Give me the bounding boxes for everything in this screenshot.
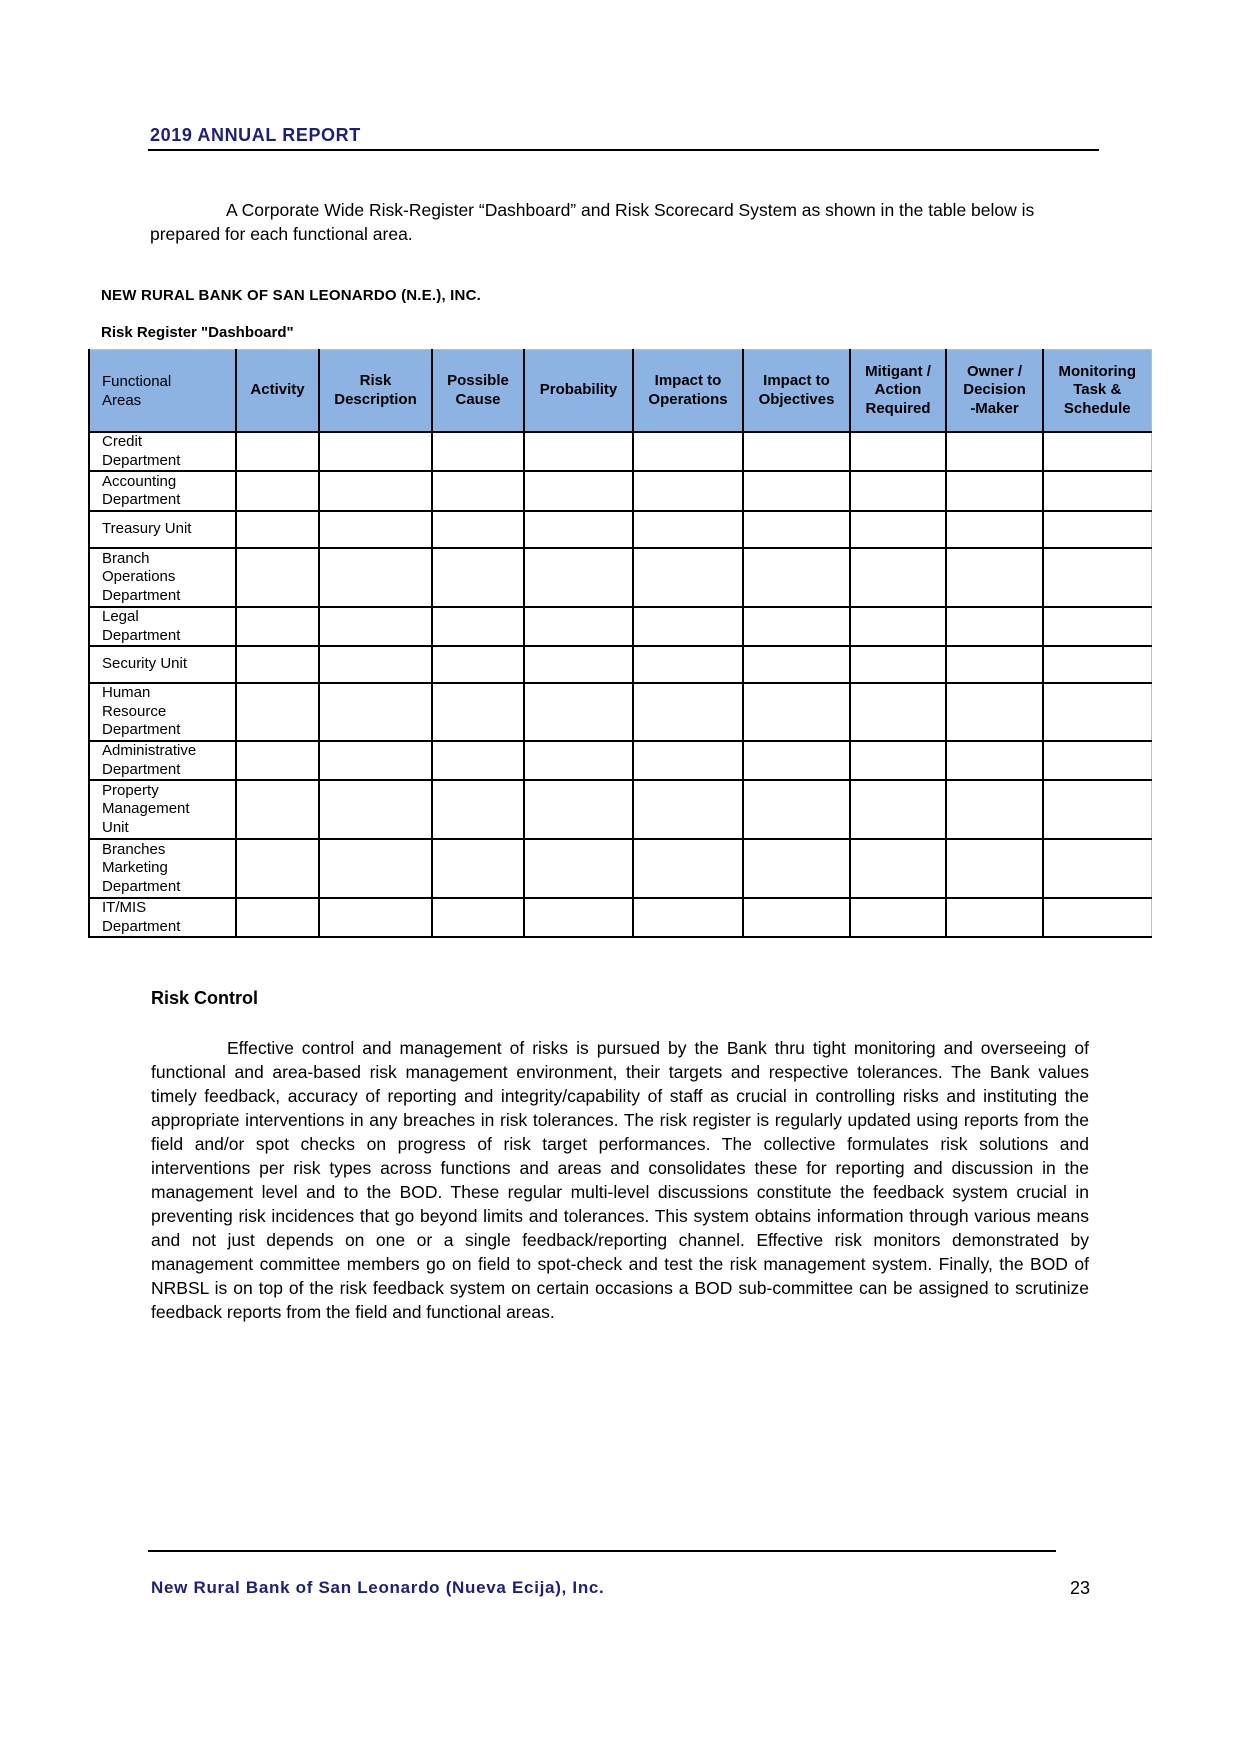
functional-area-label: Treasury Unit bbox=[102, 520, 192, 538]
empty-cell bbox=[319, 898, 432, 937]
empty-cell bbox=[432, 741, 524, 780]
empty-cell bbox=[850, 646, 946, 683]
empty-cell bbox=[850, 471, 946, 511]
empty-cell bbox=[432, 898, 524, 937]
functional-area-cell bbox=[89, 548, 236, 607]
empty-cell bbox=[850, 511, 946, 548]
functional-area-label: Department bbox=[102, 586, 181, 604]
functional-area-cell bbox=[89, 646, 236, 683]
empty-cell bbox=[850, 607, 946, 646]
empty-cell bbox=[946, 432, 1043, 471]
table-row bbox=[89, 548, 1151, 607]
empty-cell bbox=[524, 471, 633, 511]
empty-cell bbox=[1043, 780, 1151, 839]
functional-area-label: Department bbox=[102, 877, 181, 895]
table-row bbox=[89, 471, 1151, 511]
column-header-label: Task & bbox=[1073, 381, 1122, 399]
empty-cell bbox=[633, 432, 743, 471]
empty-cell bbox=[319, 741, 432, 780]
column-header bbox=[236, 350, 319, 433]
bank-name-label: NEW RURAL BANK OF SAN LEONARDO (N.E.), INC. bbox=[101, 287, 481, 304]
functional-area-cell bbox=[89, 780, 236, 839]
empty-cell bbox=[236, 683, 319, 741]
column-header bbox=[524, 350, 633, 433]
empty-cell bbox=[524, 780, 633, 839]
empty-cell bbox=[743, 548, 850, 607]
empty-cell bbox=[743, 432, 850, 471]
functional-area-label: Department bbox=[102, 760, 181, 778]
footer-divider bbox=[148, 1550, 1056, 1552]
table-row bbox=[89, 780, 1151, 839]
empty-cell bbox=[432, 432, 524, 471]
column-header-label: Schedule bbox=[1063, 399, 1131, 417]
empty-cell bbox=[432, 607, 524, 646]
column-header-label: Required bbox=[865, 399, 931, 417]
functional-area-cell bbox=[89, 683, 236, 741]
column-header bbox=[946, 350, 1043, 433]
empty-cell bbox=[432, 683, 524, 741]
empty-cell bbox=[524, 607, 633, 646]
risk-control-heading: Risk Control bbox=[151, 988, 259, 1008]
column-header-label: -Maker bbox=[970, 399, 1019, 417]
column-header bbox=[1043, 350, 1151, 433]
empty-cell bbox=[946, 548, 1043, 607]
column-header bbox=[850, 350, 946, 433]
empty-cell bbox=[743, 780, 850, 839]
empty-cell bbox=[1043, 548, 1151, 607]
table-header-row bbox=[89, 350, 1151, 433]
column-header-label: Description bbox=[334, 390, 417, 408]
functional-area-cell bbox=[89, 741, 236, 780]
functional-area-label: Human bbox=[102, 684, 151, 702]
column-header-label: Cause bbox=[455, 390, 501, 408]
empty-cell bbox=[524, 548, 633, 607]
risk-register-title: Risk Register "Dashboard" bbox=[101, 324, 294, 341]
column-header bbox=[89, 350, 236, 433]
functional-area-label: Administrative bbox=[102, 742, 197, 759]
empty-cell bbox=[850, 548, 946, 607]
table-row bbox=[89, 511, 1151, 548]
empty-cell bbox=[743, 607, 850, 646]
empty-cell bbox=[236, 646, 319, 683]
empty-cell bbox=[633, 607, 743, 646]
empty-cell bbox=[633, 646, 743, 683]
empty-cell bbox=[319, 780, 432, 839]
empty-cell bbox=[743, 646, 850, 683]
empty-cell bbox=[1043, 683, 1151, 741]
empty-cell bbox=[236, 607, 319, 646]
functional-area-label: Marketing bbox=[102, 859, 168, 877]
empty-cell bbox=[850, 432, 946, 471]
empty-cell bbox=[432, 839, 524, 898]
empty-cell bbox=[633, 511, 743, 548]
table-row bbox=[89, 741, 1151, 780]
functional-area-label: Management bbox=[102, 800, 190, 818]
empty-cell bbox=[319, 471, 432, 511]
empty-cell bbox=[432, 548, 524, 607]
empty-cell bbox=[236, 780, 319, 839]
empty-cell bbox=[524, 511, 633, 548]
empty-cell bbox=[1043, 741, 1151, 780]
empty-cell bbox=[432, 780, 524, 839]
column-header-label: Action bbox=[874, 381, 922, 399]
functional-area-label: Department bbox=[102, 917, 181, 935]
functional-area-label: Department bbox=[102, 721, 181, 739]
empty-cell bbox=[633, 471, 743, 511]
functional-area-cell bbox=[89, 839, 236, 898]
empty-cell bbox=[946, 646, 1043, 683]
empty-cell bbox=[633, 683, 743, 741]
empty-cell bbox=[743, 898, 850, 937]
column-header-label: Owner / bbox=[966, 362, 1022, 380]
empty-cell bbox=[850, 898, 946, 937]
functional-area-label: Resource bbox=[102, 702, 167, 720]
column-header bbox=[432, 350, 524, 433]
empty-cell bbox=[319, 607, 432, 646]
column-header bbox=[743, 350, 850, 433]
empty-cell bbox=[319, 511, 432, 548]
empty-cell bbox=[236, 432, 319, 471]
column-header-label: Monitoring bbox=[1058, 362, 1136, 380]
empty-cell bbox=[524, 432, 633, 471]
functional-area-label: IT/MIS bbox=[102, 899, 147, 916]
empty-cell bbox=[633, 839, 743, 898]
empty-cell bbox=[1043, 839, 1151, 898]
functional-area-label: Credit bbox=[102, 433, 143, 450]
column-header-label: Operations bbox=[648, 390, 728, 408]
empty-cell bbox=[236, 898, 319, 937]
empty-cell bbox=[432, 646, 524, 683]
empty-cell bbox=[1043, 898, 1151, 937]
empty-cell bbox=[1043, 471, 1151, 511]
empty-cell bbox=[524, 839, 633, 898]
functional-area-label: Department bbox=[102, 626, 181, 644]
empty-cell bbox=[946, 683, 1043, 741]
empty-cell bbox=[524, 646, 633, 683]
empty-cell bbox=[743, 683, 850, 741]
empty-cell bbox=[946, 898, 1043, 937]
functional-area-label: Security Unit bbox=[102, 655, 188, 673]
empty-cell bbox=[524, 683, 633, 741]
column-header bbox=[633, 350, 743, 433]
empty-cell bbox=[850, 780, 946, 839]
footer-bank-name: New Rural Bank of San Leonardo (Nueva Ecija), Inc. bbox=[151, 1578, 605, 1597]
empty-cell bbox=[850, 683, 946, 741]
functional-area-cell bbox=[89, 607, 236, 646]
column-header-label: Probability bbox=[539, 381, 618, 399]
empty-cell bbox=[743, 741, 850, 780]
empty-cell bbox=[946, 607, 1043, 646]
column-header-label: Impact to bbox=[763, 372, 830, 389]
functional-area-cell bbox=[89, 471, 236, 511]
functional-area-label: Operations bbox=[102, 568, 176, 586]
column-header-label: Functional bbox=[102, 372, 172, 390]
empty-cell bbox=[319, 432, 432, 471]
empty-cell bbox=[236, 839, 319, 898]
column-header-label: Possible bbox=[447, 372, 509, 389]
column-header-label: Areas bbox=[102, 391, 142, 409]
column-header-label: Mitigant / bbox=[865, 362, 931, 380]
table-row bbox=[89, 898, 1151, 937]
empty-cell bbox=[236, 511, 319, 548]
functional-area-label: Property bbox=[102, 781, 159, 799]
empty-cell bbox=[236, 741, 319, 780]
functional-area-cell bbox=[89, 432, 236, 471]
empty-cell bbox=[946, 839, 1043, 898]
empty-cell bbox=[319, 548, 432, 607]
functional-area-label: Accounting bbox=[102, 472, 177, 490]
empty-cell bbox=[1043, 511, 1151, 548]
table-row bbox=[89, 646, 1151, 683]
empty-cell bbox=[633, 780, 743, 839]
empty-cell bbox=[743, 471, 850, 511]
intro-paragraph: A Corporate Wide Risk-Register “Dashboard” and Risk Scorecard System as shown in the table below is prepared for each functional area. bbox=[150, 200, 1035, 244]
table-row bbox=[89, 432, 1151, 471]
functional-area-label: Legal bbox=[102, 608, 139, 625]
empty-cell bbox=[946, 511, 1043, 548]
empty-cell bbox=[236, 548, 319, 607]
empty-cell bbox=[633, 898, 743, 937]
empty-cell bbox=[946, 471, 1043, 511]
page-number: 23 bbox=[1069, 1578, 1090, 1598]
table-row bbox=[89, 683, 1151, 741]
risk-register-table bbox=[88, 349, 1152, 938]
empty-cell bbox=[236, 471, 319, 511]
risk-control-paragraph: Effective control and management of risks is pursued by the Bank thru tight monitoring and overseeing of functional and area-based risk management environment, their targets and respective tolerances. The Bank values timely feedback, accuracy of reporting and integrity/capability of staff as crucial in controlling risks and instituting the appropriate interventions in any breaches in risk tolerances. The risk register is regularly updated using reports from the field and/or spot checks on progress of risk target performances. The collective formulates risk solutions and interventions per risk types across functions and areas and consolidates these for reporting and discussion in the management level and to the BOD. These regular multi-level discussions constitute the feedback system crucial in preventing risk incidences that go beyond limits and tolerances. This system obtains information through various means and not just depends on one or a single feedback/reporting channel. Effective risk monitors demonstrated by management committee members go on field to spot-check and test the risk management system. Finally, the BOD of NRBSL is on top of the risk feedback system on certain occasions a BOD sub-committee can be assigned to scrutinize feedback reports from the field and functional areas. bbox=[151, 1038, 1089, 1322]
table-row bbox=[89, 607, 1151, 646]
functional-area-label: Unit bbox=[102, 818, 129, 836]
empty-cell bbox=[850, 839, 946, 898]
empty-cell bbox=[743, 511, 850, 548]
empty-cell bbox=[850, 741, 946, 780]
column-header-label: Objectives bbox=[758, 390, 835, 408]
empty-cell bbox=[319, 839, 432, 898]
empty-cell bbox=[633, 741, 743, 780]
empty-cell bbox=[1043, 607, 1151, 646]
functional-area-label: Branch bbox=[102, 549, 150, 567]
empty-cell bbox=[946, 780, 1043, 839]
empty-cell bbox=[1043, 432, 1151, 471]
empty-cell bbox=[319, 683, 432, 741]
column-header bbox=[319, 350, 432, 433]
header-divider bbox=[148, 149, 1099, 151]
functional-area-cell bbox=[89, 898, 236, 937]
empty-cell bbox=[319, 646, 432, 683]
table-row bbox=[89, 839, 1151, 898]
empty-cell bbox=[432, 471, 524, 511]
functional-area-label: Branches bbox=[102, 840, 166, 858]
column-header-label: Decision bbox=[963, 381, 1026, 399]
functional-area-label: Department bbox=[102, 491, 181, 508]
empty-cell bbox=[524, 741, 633, 780]
empty-cell bbox=[432, 511, 524, 548]
empty-cell bbox=[524, 898, 633, 937]
column-header-label: Risk bbox=[359, 372, 392, 389]
empty-cell bbox=[633, 548, 743, 607]
functional-area-label: Department bbox=[102, 451, 181, 469]
column-header-label: Activity bbox=[250, 381, 305, 399]
empty-cell bbox=[946, 741, 1043, 780]
functional-area-cell bbox=[89, 511, 236, 548]
column-header-label: Impact to bbox=[654, 372, 722, 389]
empty-cell bbox=[743, 839, 850, 898]
report-header-title: 2019 ANNUAL REPORT bbox=[150, 125, 361, 145]
empty-cell bbox=[1043, 646, 1151, 683]
